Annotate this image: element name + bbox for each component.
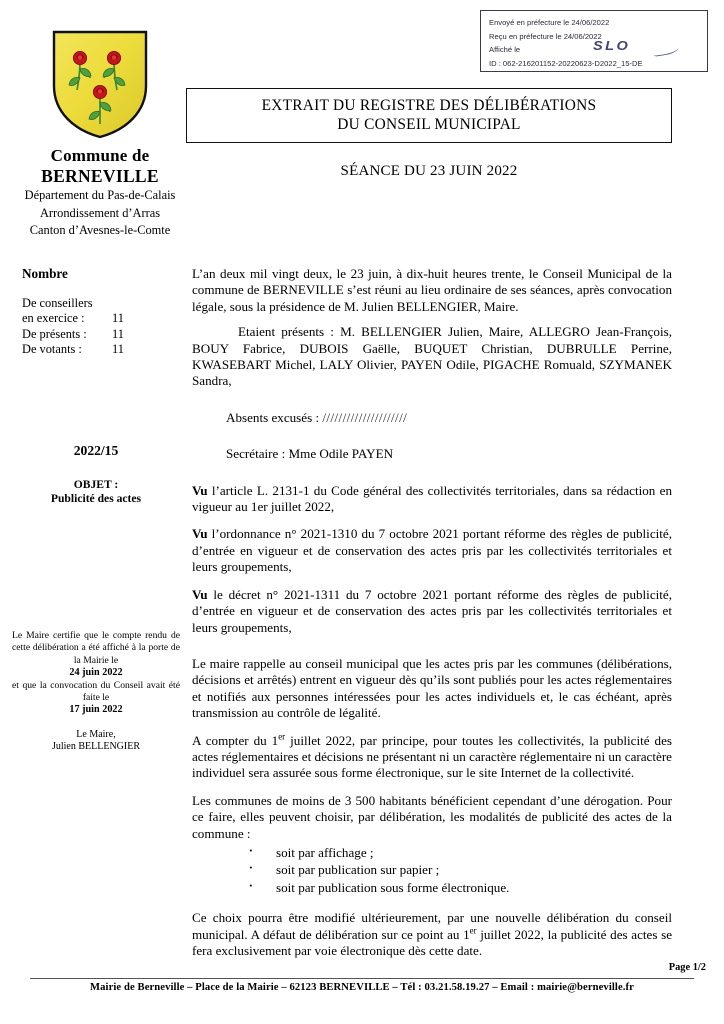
sidebar-counts [8, 266, 184, 358]
paragraph-maire-rappelle: Le maire rappelle au conseil municipal que les actes pris par les communes (délibérations, décisions et arrêtés) entrent en vigueur dès qu’ils sont publiés pour les actes réglementaires et notifiés aux personnes intéressées pour les actes individuels et, le cas échéant, après transmission au contrôle de légalité. [192, 655, 672, 721]
table-row [22, 327, 184, 342]
a-compter-part-2: juillet 2022, par principe, pour toutes les collectivités, la publicité des actes réglementaires et décisions ne présentant ni un caractère réglementaire ni un caractère individuel sera assurée sous forme électronique, sur le site Internet de la collectivité. [192, 732, 672, 781]
objet-heading: OBJET : [73, 478, 119, 491]
spacer [192, 401, 672, 410]
prefecture-sent-line: Envoyé en préfecture le 24/06/2022 [489, 18, 610, 27]
document-title-box [186, 88, 672, 143]
document-body [192, 266, 672, 970]
paragraph-vu-3 [192, 587, 672, 636]
prefecture-posted-row [489, 38, 699, 57]
count-value-en-exercice: 11 [112, 311, 124, 326]
spacer [192, 315, 672, 324]
absents-label: Absents excusés : [226, 409, 323, 425]
signature-name: Julien BELLENGIER [51, 741, 141, 753]
certification-convocation-date: 17 juin 2022 [69, 704, 123, 716]
coat-of-arms-icon [50, 28, 150, 140]
page-number: Page 1/2 [668, 962, 706, 973]
letterhead [16, 28, 184, 239]
deliberation-number: 2022/15 [73, 443, 119, 458]
list-item: · soit par publication sous forme électronique. [248, 879, 672, 896]
certification-text: Le Maire certifie que le compte rendu de cette délibération a été affiché à la porte de la Mairie le [12, 630, 180, 666]
paragraph-present-members: Etaient présents : M. BELLENGIER Julien, Maire, ALLEGRO Jean-François, BOUY Fabrice, DUBOIS Gaëlle, BUQUET Christian, DUBRULLE Perrine, KWASEBART Michel, LALY Olivier, PAYEN Odile, PIGACHE Romuald, SZYMANEK Sandra, [192, 324, 672, 389]
absents-value: ///////////////////// [322, 409, 408, 425]
signature-flourish-icon [652, 43, 679, 57]
paragraph-absents [192, 410, 672, 426]
list-item: · soit par publication sur papier ; [248, 861, 672, 878]
certification-posting-date: 24 juin 2022 [69, 667, 123, 679]
counts-table [8, 296, 184, 358]
footer-divider [30, 978, 694, 979]
vu-1-prefix: Vu [192, 482, 208, 498]
certification-signature [6, 729, 186, 754]
vu-2-text: l’ordonnance n° 2021-1310 du 7 octobre 2021 portant réforme des règles de publicité, d’entrée en vigueur et de conservation des actes pris par les collectivités territoriales et leurs groupements, [192, 526, 672, 575]
count-label-conseillers: De conseillers [22, 296, 93, 310]
paragraph-vu-1 [192, 483, 672, 516]
a-compter-part-1: A compter du 1 [192, 732, 279, 748]
count-value-votants: 11 [112, 342, 124, 357]
paragraph-derogation: Les communes de moins de 3 500 habitants bénéficient cependant d’une dérogation. Pour ce faire, elles peuvent choisir, par délibération, les modalités de publicité des actes de la commune : [192, 792, 672, 841]
vu-1-text: l’article L. 2131-1 du Code général des collectivités territoriales, dans sa rédaction en vigueur au 1er juillet 2022, [192, 482, 672, 515]
table-row [22, 311, 184, 326]
arrondissement-line: Arrondissement d’Arras [39, 205, 161, 220]
vu-2-prefix: Vu [192, 526, 208, 542]
objet-block [8, 478, 184, 506]
spacer [192, 896, 672, 910]
count-label-votants: De votants : [22, 342, 82, 357]
commune-label: Commune de [50, 146, 150, 165]
spacer [192, 437, 672, 446]
count-value-presents: 11 [112, 326, 124, 341]
session-date: SÉANCE DU 23 JUIN 2022 [340, 163, 518, 179]
ordinal-suffix-er: er [278, 731, 286, 742]
vu-3-prefix: Vu [192, 586, 208, 602]
commune-name: BERNEVILLE [41, 166, 159, 186]
list-item: · soit par affichage ; [248, 844, 672, 861]
certification-block [6, 630, 186, 754]
table-row [22, 342, 184, 357]
document-title-line1: EXTRAIT DU REGISTRE DES DÉLIBÉRATIONS [261, 97, 597, 114]
prefecture-id-line: ID : 062-216201152-20220623-D2022_15-DE [489, 59, 643, 69]
signature-stamp-icon: SLO [593, 38, 631, 54]
paragraph-secretary: Secrétaire : Mme Odile PAYEN [226, 446, 394, 462]
footer-contact-line: Mairie de Berneville – Place de la Mairie – 62123 BERNEVILLE – Tél : 03.21.58.19.27 – Email : mairie@berneville.fr [90, 982, 634, 993]
prefecture-received-line: Reçu en préfecture le 24/06/2022 [489, 31, 602, 41]
department-line: Département du Pas-de-Calais [24, 188, 176, 202]
spacer [192, 474, 672, 483]
count-sublabel-en-exercice: en exercice : [22, 311, 85, 326]
paragraph-vu-2 [192, 526, 672, 575]
objet-subject: Publicité des actes [50, 492, 142, 505]
paragraph-a-compter [192, 733, 672, 782]
prefecture-stamp-box [480, 10, 708, 72]
certification-text-2: et que la convocation du Conseil avait été faite le [12, 679, 180, 704]
canton-line: Canton d’Avesnes-le-Comte [29, 223, 171, 237]
paragraph-ce-choix [192, 910, 672, 959]
ordinal-suffix-er: er [469, 925, 477, 936]
prefecture-posted-label: Affiché le [489, 45, 521, 55]
table-row [22, 296, 184, 311]
ce-choix-part-1: Ce choix pourra être modifié ultérieurement, par une nouvelle délibération du conseil municipal. A défaut de délibération sur ce point au 1 [192, 910, 672, 942]
paragraph-opening: L’an deux mil vingt deux, le 23 juin, à dix-huit heures trente, le Conseil Municipal de la commune de BERNEVILLE s’est réuni au lieu ordinaire de ses séances, après convocation légale, sous la présidence de M. Julien BELLENGIER, Maire. [192, 266, 672, 314]
publicity-options-list [192, 844, 672, 896]
count-label-presents: De présents : [22, 326, 87, 341]
ce-choix-part-2: juillet 2022, la publicité des actes se fera exclusivement par voie électronique dès cette date. [192, 926, 673, 958]
spacer [192, 647, 672, 656]
signature-title: Le Maire, [76, 728, 116, 740]
vu-3-text: le décret n° 2021-1311 du 7 octobre 2021 portant réforme des règles de publicité, d’entrée en vigueur et de conservation des actes pris par les collectivités territoriales et leurs groupements, [192, 586, 672, 635]
nombre-heading: Nombre [22, 266, 68, 281]
document-title-line2: DU CONSEIL MUNICIPAL [337, 116, 521, 133]
